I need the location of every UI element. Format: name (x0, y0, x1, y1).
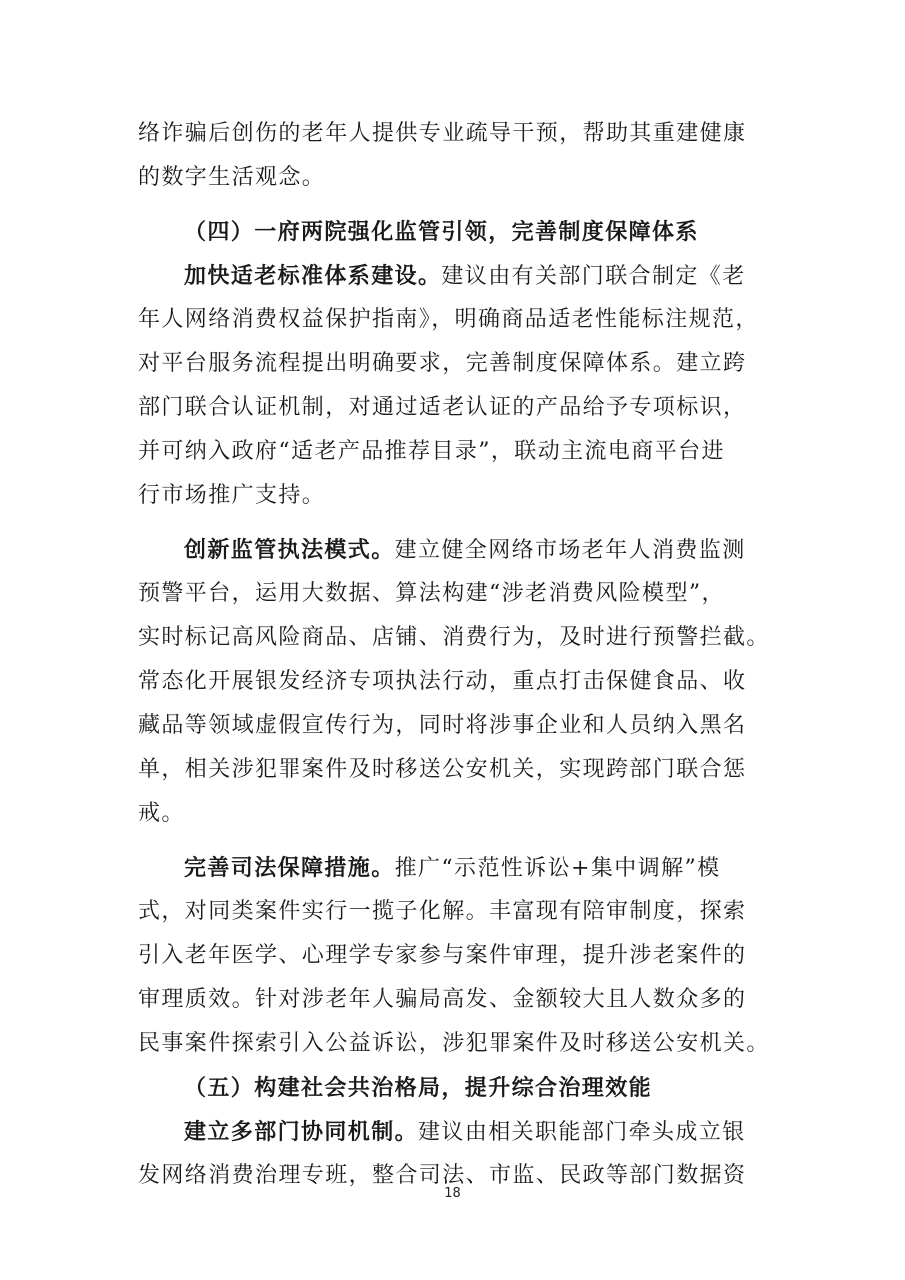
section-heading-4: （四）一府两院强化监管引领，完善制度保障体系 (184, 219, 699, 245)
body-text-line: 引入老年医学、心理学专家参与案件审理，提升涉老案件的 (138, 943, 747, 968)
spacer (138, 518, 770, 528)
paragraph-text: 建立健全网络市场老年人消费监测 (394, 538, 746, 563)
body-text-line: 单，相关涉犯罪案件及时移送公安机关，实现跨部门联合惩 (138, 757, 747, 782)
body-text-line: 络诈骗后创伤的老年人提供专业疏导干预，帮助其重建健康 (138, 121, 747, 146)
body-text-line: 藏品等领域虚假宣传行为，同时将涉事企业和人员纳入黑名 (138, 713, 747, 738)
body-text-line: 民事案件探索引入公益诉讼，涉犯罪案件及时移送公安机关。 (138, 1031, 770, 1056)
body-text-line: 预警平台，运用大数据、算法构建“涉老消费风险模型”， (138, 581, 725, 606)
paragraph-lead: 建立多部门协同机制。 (184, 1119, 419, 1145)
section-heading-5: （五）构建社会共治格局，提升综合治理效能 (184, 1075, 653, 1101)
body-text-line: 审理质效。针对涉老年人骗局高发、金额较大且人数众多的 (138, 987, 747, 1012)
body-text-line: 对平台服务流程提出明确要求，完善制度保障体系。建立跨 (138, 351, 747, 376)
paragraph-first-line (138, 1110, 770, 1154)
paragraph-first-line (138, 254, 770, 298)
body-text-line: 发网络消费治理专班，整合司法、市监、民政等部门数据资 (138, 1163, 747, 1188)
spacer (138, 836, 770, 846)
paragraph-text: 建议由有关部门联合制定《老 (441, 264, 746, 289)
body-text-line: 部门联合认证机制，对通过适老认证的产品给予专项标识， (138, 395, 747, 420)
body-text-line: 实时标记高风险商品、店铺、消费行为，及时进行预警拦截。 (138, 625, 770, 650)
body-text-line: 式，对同类案件实行一揽子化解。丰富现有陪审制度，探索 (138, 899, 747, 924)
body-text-line: 戒。 (138, 801, 185, 826)
body-text-line: 的数字生活观念。 (138, 165, 326, 190)
paragraph-text: 建议由相关职能部门牵头成立银 (418, 1120, 746, 1145)
body-text-line: 年人网络消费权益保护指南》，明确商品适老性能标注规范， (138, 307, 759, 332)
body-text-line: 并可纳入政府“适老产品推荐目录”，联动主流电商平台进 (138, 439, 725, 464)
paragraph-text: 推广“示范性诉讼+集中调解”模 (394, 856, 721, 881)
page-number: 18 (444, 1186, 461, 1201)
paragraph-lead: 创新监管执法模式。 (184, 537, 395, 563)
paragraph-lead: 加快适老标准体系建设。 (184, 263, 442, 289)
body-text-line: 常态化开展银发经济专项执法行动，重点打击保健食品、收 (138, 669, 747, 694)
paragraph-first-line (138, 846, 770, 890)
paragraph-first-line (138, 528, 770, 572)
spacer (138, 200, 770, 210)
paragraph-lead: 完善司法保障措施。 (184, 855, 395, 881)
body-text-line: 行市场推广支持。 (138, 483, 326, 508)
document-body (138, 112, 770, 1198)
